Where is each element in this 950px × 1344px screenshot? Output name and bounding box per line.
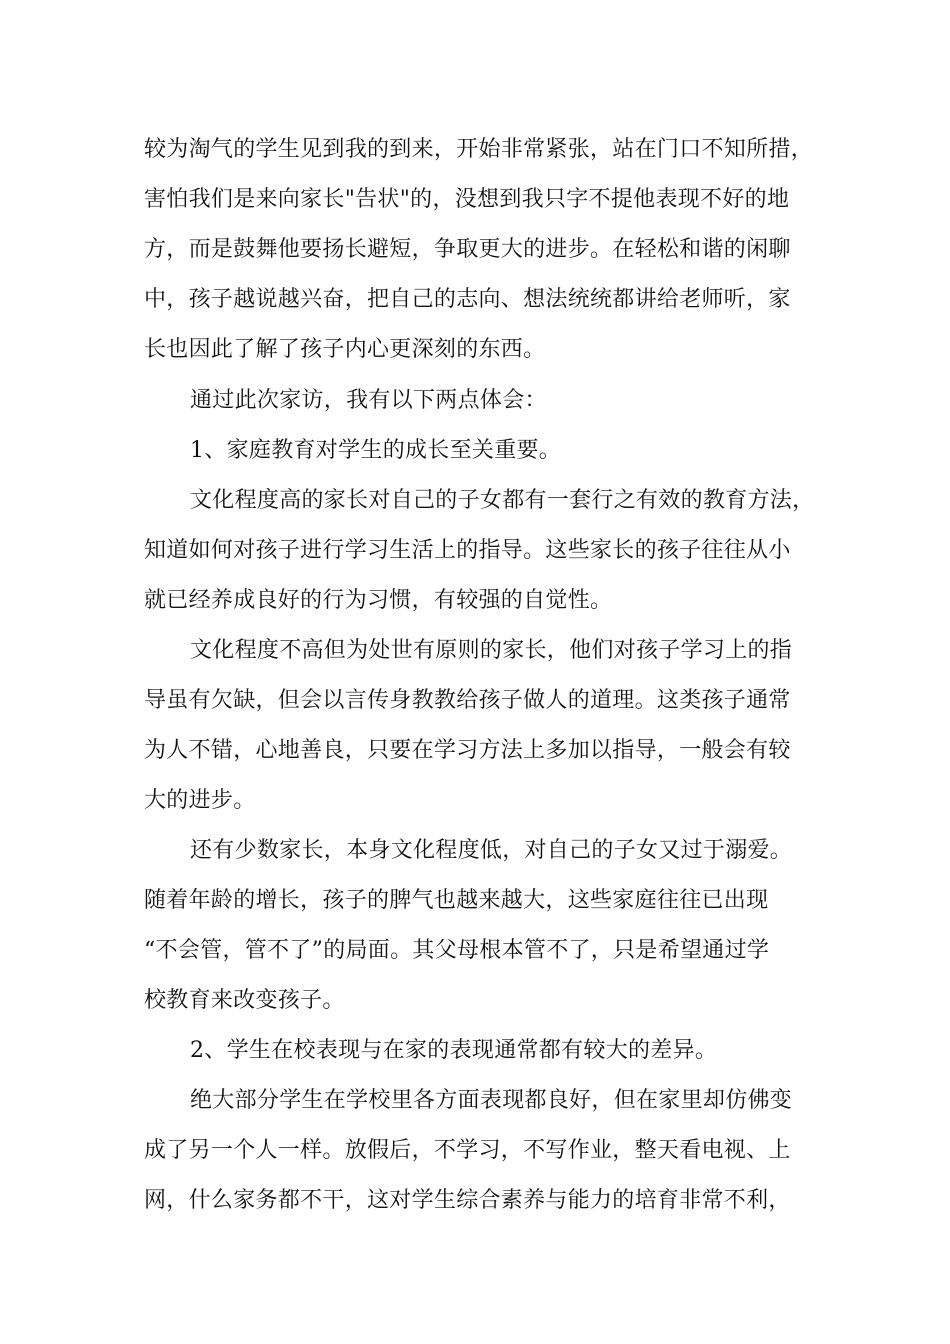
text-line: 绝大部分学生在学校里各方面表现都良好，但在家里却仿佛变 bbox=[190, 1088, 793, 1113]
text-line: 方，而是鼓舞他要扬长避短，争取更大的进步。在轻松和谐的闲聊 bbox=[144, 237, 791, 262]
text-line: 知道如何对孩子进行学习生活上的指导。这些家长的孩子往往从小 bbox=[144, 538, 791, 563]
text-line: 校教育来改变孩子。 bbox=[144, 988, 345, 1013]
text-line: 还有少数家长，本身文化程度低，对自己的子女又过于溺爱。 bbox=[190, 838, 793, 863]
text-line: 就已经养成良好的行为习惯，有较强的自觉性。 bbox=[144, 588, 613, 613]
text-line: 为人不错，心地善良，只要在学习方法上多加以指导，一般会有较 bbox=[144, 738, 791, 763]
text-line: 害怕我们是来向家长"告状"的，没想到我只字不提他表现不好的地 bbox=[144, 187, 790, 212]
text-line: 导虽有欠缺，但会以言传身教教给孩子做人的道理。这类孩子通常 bbox=[144, 688, 791, 713]
text-line: 网，什么家务都不干，这对学生综合素养与能力的培育非常不利， bbox=[144, 1188, 791, 1213]
text-line: “不会管，管不了”的局面。其父母根本管不了，只是希望通过学 bbox=[144, 938, 770, 963]
text-line: 通过此次家访，我有以下两点体会： bbox=[190, 388, 547, 413]
text-line: 成了另一个人一样。放假后，不学习，不写作业，整天看电视、上 bbox=[144, 1138, 791, 1163]
text-line: 较为淘气的学生见到我的到来，开始非常紧张，站在门口不知所措， bbox=[144, 137, 814, 162]
text-line: 文化程度不高但为处世有原则的家长，他们对孩子学习上的指 bbox=[190, 638, 793, 663]
text-line: 文化程度高的家长对自己的子女都有一套行之有效的教育方法， bbox=[190, 488, 815, 513]
text-line: 中，孩子越说越兴奋，把自己的志向、想法统统都讲给老师听，家 bbox=[144, 287, 791, 312]
section-heading: 2、学生在校表现与在家的表现通常都有较大的差异。 bbox=[190, 1038, 718, 1063]
section-heading: 1、家庭教育对学生的成长至关重要。 bbox=[190, 438, 562, 463]
text-line: 大的进步。 bbox=[144, 788, 256, 813]
text-line: 随着年龄的增长，孩子的脾气也越来越大，这些家庭往往已出现 bbox=[144, 888, 769, 913]
text-line: 长也因此了解了孩子内心更深刻的东西。 bbox=[144, 337, 546, 362]
